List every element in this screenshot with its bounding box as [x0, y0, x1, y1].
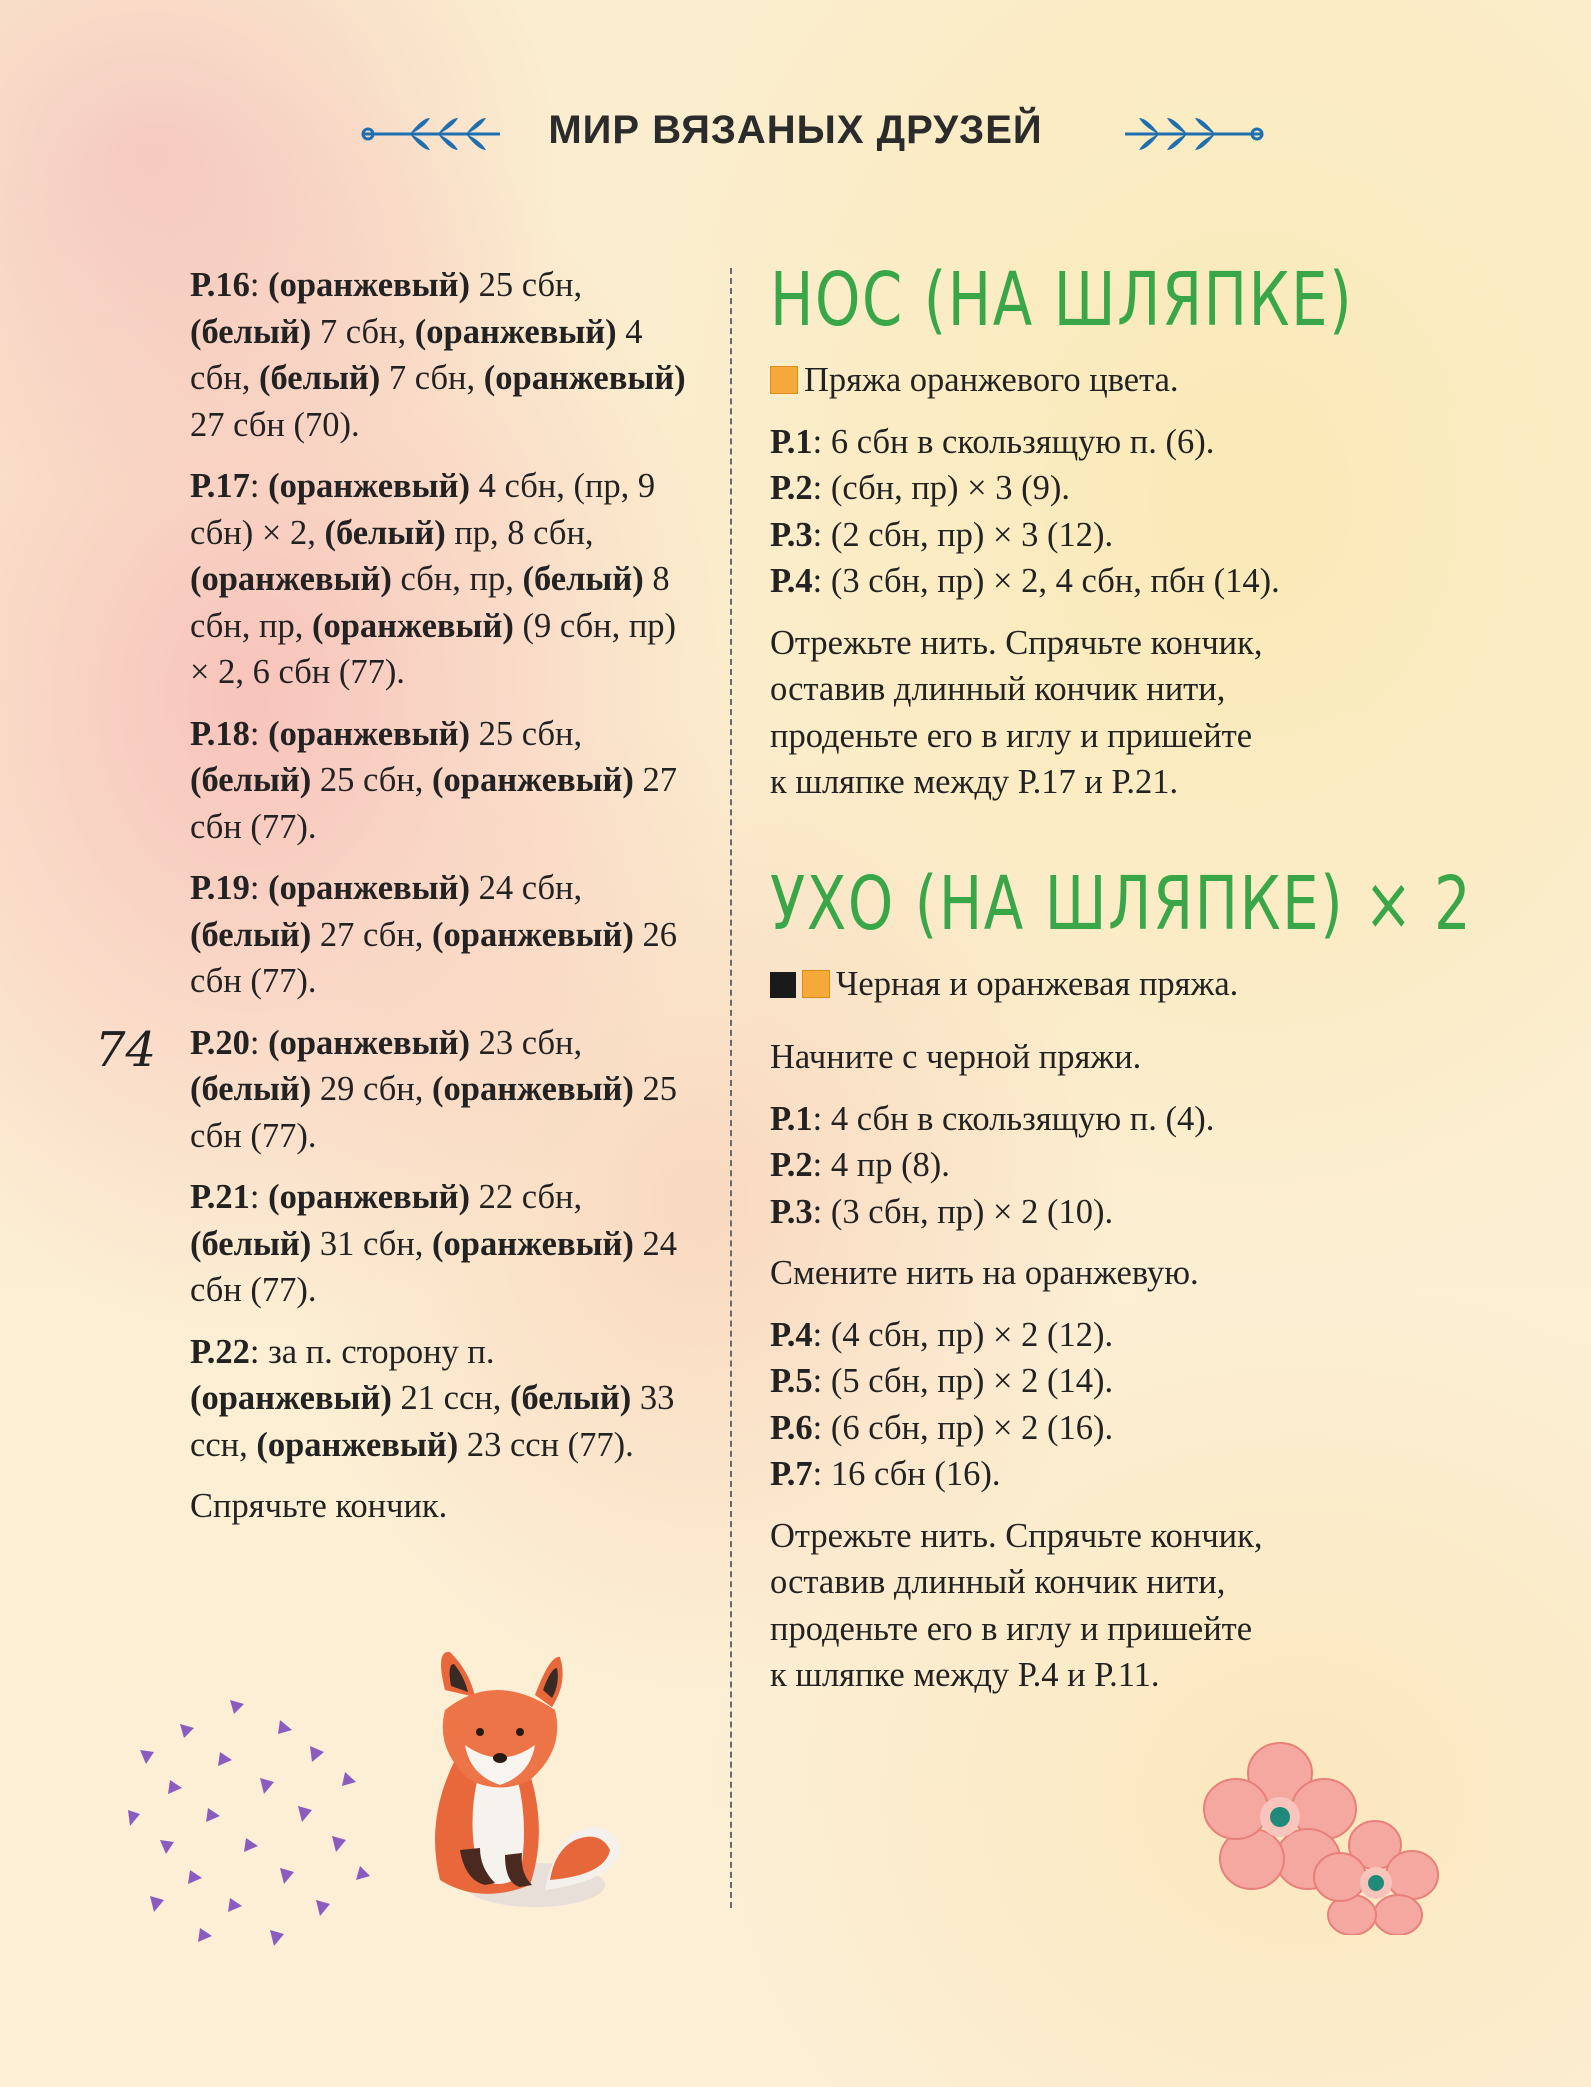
round-label: Р.3	[770, 1192, 813, 1231]
instruction-line: оставив длинный кончик нити,	[770, 1563, 1226, 1601]
bold-run: (белый)	[190, 312, 312, 351]
text-run: 27 сбн,	[311, 915, 433, 954]
bold-run: Р.18	[190, 714, 250, 753]
bold-run: (оранжевый)	[311, 606, 514, 645]
pattern-paragraph	[190, 711, 700, 851]
right-sprig-ornament-icon	[1115, 112, 1265, 156]
text-run: :	[249, 266, 269, 304]
text-run: 25 сбн,	[469, 714, 583, 753]
text-run: 8 сбн, пр,	[190, 560, 670, 645]
text-run: 24 сбн (77).	[190, 1224, 678, 1309]
ear-yarn-line	[770, 961, 1470, 1008]
round-text: : 16 сбн (16).	[812, 1455, 1001, 1493]
black-yarn-swatch-icon	[770, 972, 796, 998]
page-number: 74	[95, 1022, 157, 1078]
text-run: :	[249, 467, 269, 505]
round-line	[770, 1096, 1470, 1143]
round-text: : (3 сбн, пр) × 2, 4 сбн, пбн (14).	[812, 562, 1280, 600]
text-run: : за п. сторону п.	[249, 1332, 495, 1371]
text-run: 24 сбн,	[469, 869, 583, 907]
pattern-paragraph	[190, 1020, 700, 1160]
nose-yarn-text: Пряжа оранжевого цвета.	[804, 361, 1179, 399]
text-run: 25 сбн,	[311, 761, 433, 799]
bold-run: (белый)	[190, 761, 312, 799]
text-run: (9 сбн, пр) × 2, 6 сбн (77).	[190, 606, 677, 691]
book-title: МИР ВЯЗАНЫХ ДРУЗЕЙ	[548, 108, 1043, 152]
text-run: 26 сбн (77).	[190, 915, 678, 1000]
round-label: Р.1	[770, 1099, 813, 1138]
bold-run: (белый)	[190, 915, 312, 954]
round-line	[770, 1312, 1470, 1359]
text-run: 7 сбн,	[380, 359, 484, 397]
round-text: : 4 пр (8).	[812, 1146, 950, 1184]
bold-run: (оранжевый)	[432, 915, 634, 954]
round-label: Р.4	[770, 562, 813, 600]
bold-run: (оранжевый)	[190, 1379, 392, 1417]
pink-flowers-illustration	[1200, 1735, 1440, 1935]
text-run: 25 сбн (77).	[190, 1070, 678, 1155]
text-run: 4 сбн,	[190, 312, 643, 397]
round-text: : (5 сбн, пр) × 2 (14).	[812, 1362, 1114, 1400]
text-run: 23 ссн (77).	[458, 1425, 634, 1464]
round-line	[770, 1142, 1470, 1189]
bold-run: (белый)	[509, 1379, 632, 1417]
left-column	[190, 262, 700, 1545]
purple-triangles-decoration	[120, 1690, 380, 1960]
text-run: :	[249, 1023, 269, 1062]
nose-finish-instructions	[770, 620, 1470, 806]
round-line	[770, 512, 1470, 559]
bold-run: (оранжевый)	[268, 869, 470, 907]
bold-run: (оранжевый)	[414, 312, 617, 351]
bold-run: (оранжевый)	[268, 467, 470, 505]
round-label: Р.2	[770, 1146, 813, 1184]
round-label: Р.2	[770, 469, 813, 507]
bold-run: (оранжевый)	[268, 1023, 470, 1062]
text-run: :	[249, 869, 269, 907]
round-text: : (3 сбн, пр) × 2 (10).	[812, 1192, 1114, 1231]
bold-run: Р.19	[190, 869, 250, 907]
round-line	[770, 558, 1470, 605]
text-run: 21 ссн,	[391, 1379, 510, 1417]
bold-run: (оранжевый)	[432, 1070, 634, 1108]
round-line	[770, 419, 1470, 466]
text-run: :	[249, 714, 269, 753]
bold-run: (оранжевый)	[432, 1224, 634, 1263]
bold-run: Р.20	[190, 1023, 250, 1062]
bold-run: (оранжевый)	[432, 761, 634, 799]
text-run: 31 сбн,	[311, 1224, 433, 1263]
instruction-line: к шляпке между Р.17 и Р.21.	[770, 763, 1179, 801]
ear-rounds-black	[770, 1096, 1470, 1236]
instruction-line: оставив длинный кончик нити,	[770, 670, 1226, 708]
bold-run: (оранжевый)	[268, 714, 470, 753]
text-run: сбн, пр,	[391, 560, 523, 598]
round-label: Р.6	[770, 1408, 813, 1447]
text-run: 7 сбн,	[311, 312, 415, 351]
page-header	[0, 100, 1591, 170]
text-run: 33 ссн,	[190, 1379, 675, 1464]
pattern-paragraph	[190, 463, 700, 696]
bold-run: (оранжевый)	[256, 1425, 459, 1464]
round-label: Р.1	[770, 422, 813, 461]
ear-yarn-text: Черная и оранжевая пряжа.	[836, 964, 1239, 1003]
column-divider	[730, 268, 732, 1908]
right-column	[770, 255, 1473, 1714]
round-line	[770, 1405, 1470, 1452]
text-run: 22 сбн,	[469, 1178, 583, 1216]
bold-run: Р.17	[190, 467, 250, 505]
bold-run: (оранжевый)	[190, 560, 392, 598]
ear-rounds-orange	[770, 1312, 1470, 1498]
text-run: 4 сбн, (пр, 9 сбн) × 2,	[190, 467, 656, 552]
ear-change-text: Смените нить на оранжевую.	[770, 1254, 1199, 1292]
text-run: 27 сбн (70).	[190, 405, 360, 444]
orange-yarn-swatch-icon	[770, 366, 798, 394]
text-run: Спрячьте кончик.	[190, 1487, 448, 1525]
pattern-paragraph	[190, 1483, 700, 1530]
round-text: : (2 сбн, пр) × 3 (12).	[812, 515, 1114, 554]
round-label: Р.3	[770, 515, 813, 554]
round-text: : 6 сбн в скользящую п. (6).	[812, 422, 1215, 461]
pattern-paragraph	[190, 1174, 700, 1314]
round-line	[770, 465, 1470, 512]
ear-finish-instructions	[770, 1513, 1470, 1699]
round-label: Р.5	[770, 1362, 813, 1400]
round-text: : 4 сбн в скользящую п. (4).	[812, 1099, 1215, 1138]
bold-run: (белый)	[324, 513, 446, 552]
text-run: 23 сбн,	[469, 1023, 583, 1062]
bold-run: (белый)	[190, 1070, 312, 1108]
orange-yarn-swatch-icon	[802, 970, 830, 998]
text-run: :	[249, 1178, 269, 1216]
nose-section-heading: НОС (НА ШЛЯПКЕ)	[770, 257, 1354, 343]
round-label: Р.4	[770, 1315, 813, 1354]
pattern-paragraph	[190, 865, 700, 1005]
bold-run: Р.22	[190, 1332, 250, 1371]
ear-start-text: Начните с черной пряжи.	[770, 1038, 1142, 1076]
ear-section-heading: УХО (НА ШЛЯПКЕ) × 2	[770, 860, 1473, 947]
ear-change-note	[770, 1250, 1470, 1297]
bold-run: (оранжевый)	[483, 359, 686, 397]
round-text: : (4 сбн, пр) × 2 (12).	[812, 1315, 1114, 1354]
bold-run: Р.21	[190, 1178, 250, 1216]
pattern-paragraph	[190, 262, 700, 448]
round-text: : (сбн, пр) × 3 (9).	[812, 469, 1070, 507]
instruction-line: проденьте его в иглу и пришейте	[770, 1609, 1253, 1648]
bold-run: Р.16	[190, 266, 250, 304]
bold-run: (белый)	[259, 359, 381, 397]
bold-run: (белый)	[190, 1224, 312, 1263]
text-run: 25 сбн,	[469, 266, 583, 304]
round-line	[770, 1451, 1470, 1498]
text-run: 27 сбн (77).	[190, 761, 678, 846]
ear-start-note	[770, 1034, 1470, 1081]
nose-rounds	[770, 419, 1470, 605]
bold-run: (оранжевый)	[268, 266, 470, 304]
text-run: пр, 8 сбн,	[445, 513, 594, 552]
bold-run: (белый)	[522, 560, 644, 598]
bold-run: (оранжевый)	[268, 1178, 470, 1216]
instruction-line: к шляпке между Р.4 и Р.11.	[770, 1656, 1160, 1694]
nose-yarn-line	[770, 357, 1470, 404]
fox-illustration	[385, 1650, 630, 1910]
round-text: : (6 сбн, пр) × 2 (16).	[812, 1408, 1114, 1447]
pattern-paragraph	[190, 1329, 700, 1469]
instruction-line: Отрежьте нить. Спрячьте кончик,	[770, 1516, 1263, 1555]
instruction-line: проденьте его в иглу и пришейте	[770, 716, 1253, 755]
round-line	[770, 1189, 1470, 1236]
instruction-line: Отрежьте нить. Спрячьте кончик,	[770, 623, 1263, 662]
round-label: Р.7	[770, 1455, 813, 1493]
text-run: 29 сбн,	[311, 1070, 433, 1108]
round-line	[770, 1358, 1470, 1405]
